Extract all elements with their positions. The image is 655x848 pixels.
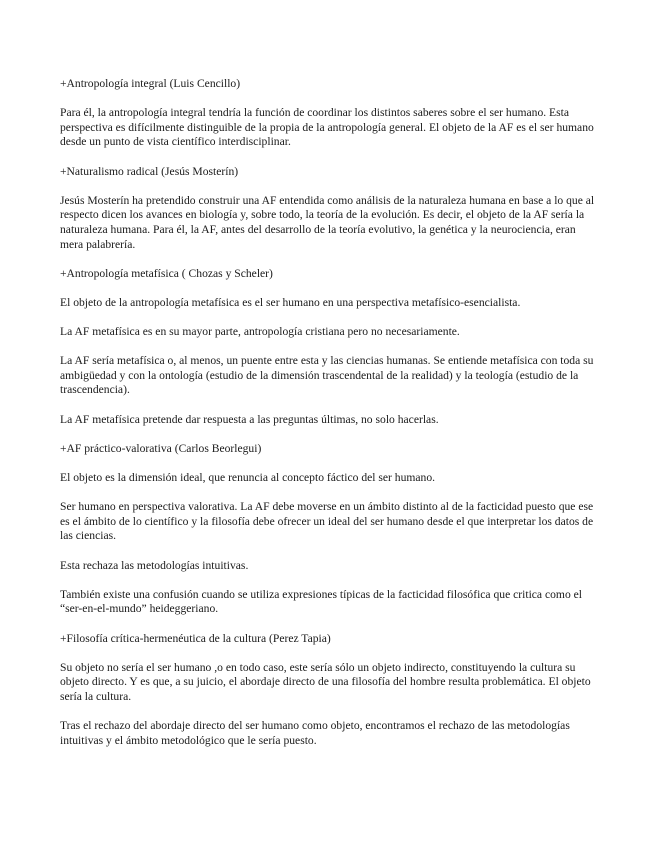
paragraph: El objeto de la antropología metafísica es el ser humano en una perspectiva metafísico-esencialista. xyxy=(60,295,521,309)
section-heading: +Antropología integral (Luis Cencillo) xyxy=(60,77,241,90)
paragraph: Para él, la antropología integral tendría la función de coordinar los distintos saberes sobre el ser humano. Esta perspectiva es difícilmente distinguible de la propia de la antropología general. El objeto de la AF es el ser humano desde un punto de vista científico interdisciplinar. xyxy=(60,106,594,149)
paragraph: Jesús Mosterín ha pretendido construir una AF entendida como análisis de la naturaleza humana en base a lo que al respecto dicen los avances en biología y, sobre todo, la teoría de la evolución. Es decir, el objeto de la AF sería la naturaleza humana. Para él, la AF, antes del desarrollo de la teoría evolutivo, la genética y la neurociencia, eran mera palabrería. xyxy=(60,193,595,251)
paragraph: La AF metafísica es en su mayor parte, antropología cristiana pero no necesariamente. xyxy=(60,325,460,339)
paragraph: La AF sería metafísica o, al menos, un puente entre esta y las ciencias humanas. Se entiende metafísica con toda su ambigüedad y con la ontología (estudio de la dimensión trascendental de la realidad) y la teología (estudio de la trascendencia). xyxy=(60,354,594,397)
paragraph: El objeto es la dimensión ideal, que renuncia al concepto fáctico del ser humano. xyxy=(60,471,436,485)
section-heading: +Antropología metafísica ( Chozas y Scheler) xyxy=(60,266,273,280)
section-heading: +Filosofía crítica-hermenéutica de la cultura (Perez Tapia) xyxy=(60,631,331,645)
section-heading: +AF práctico-valorativa (Carlos Beorlegui) xyxy=(60,441,262,455)
paragraph: Esta rechaza las metodologías intuitivas. xyxy=(60,558,249,572)
paragraph: Tras el rechazo del abordaje directo del ser humano como objeto, encontramos el rechazo de las metodologías intuitivas y el ámbito metodológico que le sería puesto. xyxy=(60,719,570,747)
paragraph: Su objeto no sería el ser humano ,o en todo caso, este sería sólo un objeto indirecto, constituyendo la cultura su objeto directo. Y es que, a su juicio, el abordaje directo de una filosofía del hombre resulta problemática. El objeto sería la cultura. xyxy=(60,660,591,703)
paragraph: Ser humano en perspectiva valorativa. La AF debe moverse en un ámbito distinto al de la facticidad puesto que ese es el ámbito de lo científico y la filosofía debe ofrecer un ideal del ser humano desde el que interpretar los datos de las ciencias. xyxy=(60,500,594,543)
paragraph: La AF metafísica pretende dar respuesta a las preguntas últimas, no solo hacerlas. xyxy=(60,412,439,426)
section-heading: +Naturalismo radical (Jesús Mosterín) xyxy=(60,164,239,178)
paragraph: También existe una confusión cuando se utiliza expresiones típicas de la facticidad filosófica que critica como el “ser-en-el-mundo” heideggeriano. xyxy=(60,587,583,616)
